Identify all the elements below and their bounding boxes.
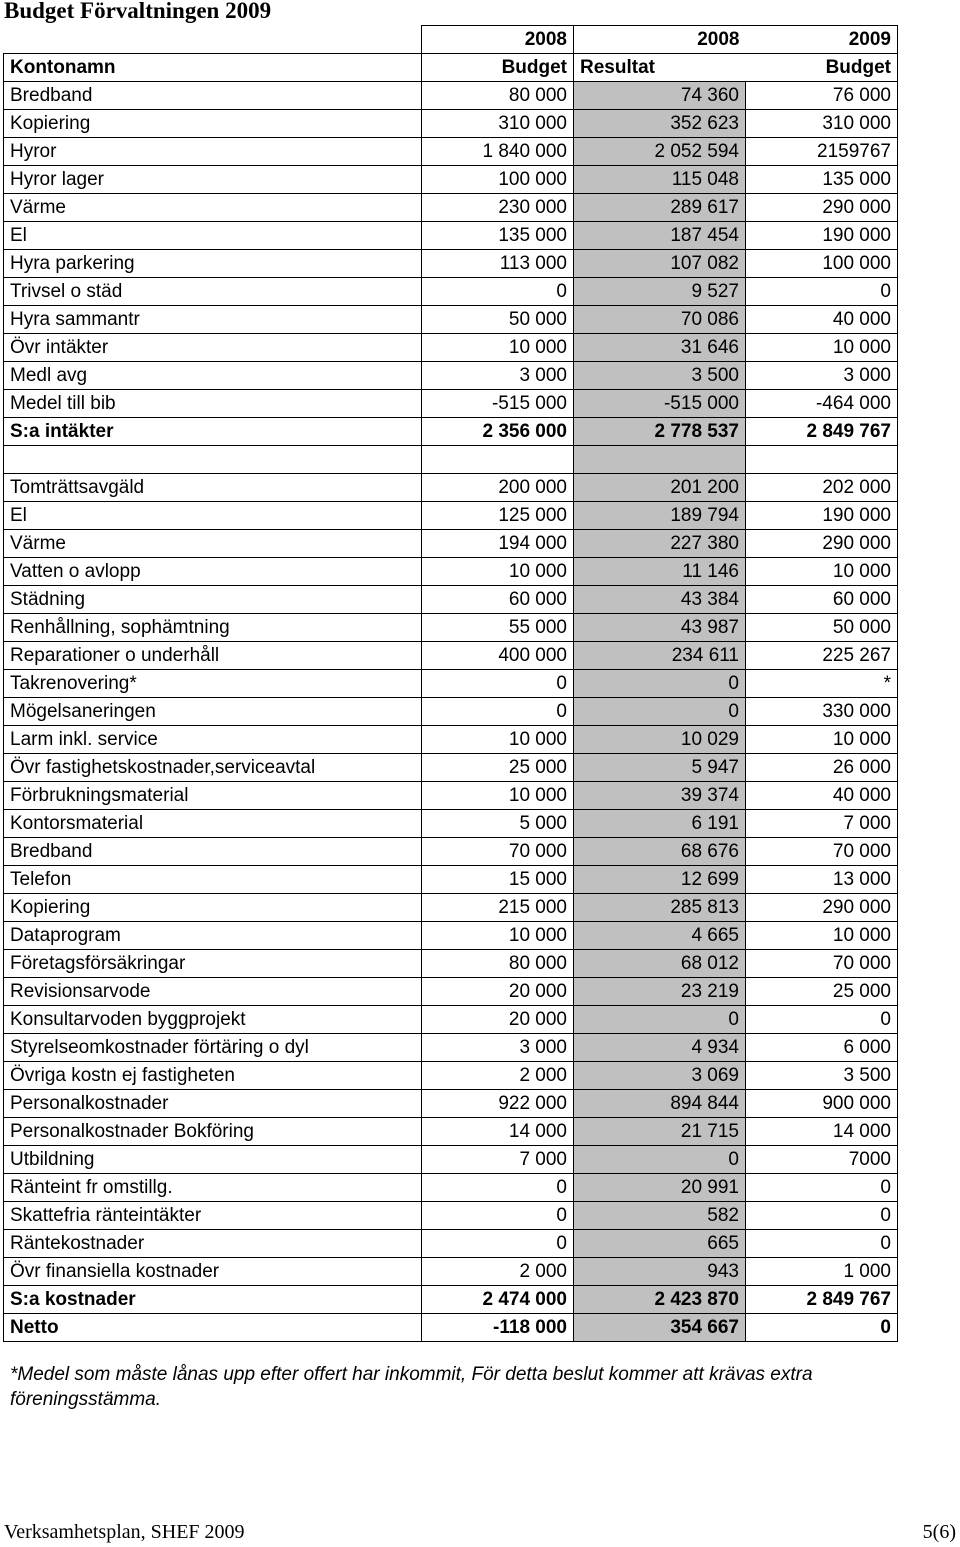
result-2008-cell: 4 665	[574, 922, 746, 950]
result-2008-cell: 289 617	[574, 194, 746, 222]
budget-2008-cell: 200 000	[422, 474, 574, 502]
budget-2008-cell: 1 840 000	[422, 138, 574, 166]
budget-2008-cell: -515 000	[422, 390, 574, 418]
table-row	[4, 1118, 898, 1146]
account-name-cell: Medel till bib	[4, 390, 422, 418]
budget-table	[3, 25, 898, 1342]
result-2008-cell: 11 146	[574, 558, 746, 586]
account-name-cell: Räntekostnader	[4, 1230, 422, 1258]
result-2008-cell: 5 947	[574, 754, 746, 782]
budget-2008-cell: 60 000	[422, 586, 574, 614]
table-row	[4, 110, 898, 138]
budget-2008-cell: 125 000	[422, 502, 574, 530]
budget-2009-cell: 135 000	[746, 166, 898, 194]
table-row	[4, 698, 898, 726]
account-name-cell: Övr intäkter	[4, 334, 422, 362]
result-2008-cell: 3 500	[574, 362, 746, 390]
account-name-cell: Hyror lager	[4, 166, 422, 194]
account-name-cell: Hyra sammantr	[4, 306, 422, 334]
table-row	[4, 782, 898, 810]
footer-page-number: 5(6)	[922, 1521, 956, 1543]
table-row	[4, 670, 898, 698]
table-row	[4, 810, 898, 838]
table-row	[4, 1062, 898, 1090]
table-row	[4, 978, 898, 1006]
table-row	[4, 306, 898, 334]
table-row	[4, 1258, 898, 1286]
account-name-cell: Hyra parkering	[4, 250, 422, 278]
budget-2009-cell: 70 000	[746, 838, 898, 866]
account-name-cell: Dataprogram	[4, 922, 422, 950]
result-2008-cell: 0	[574, 670, 746, 698]
result-2008-cell: 0	[574, 1006, 746, 1034]
table-row	[4, 586, 898, 614]
budget-2009-cell: 6 000	[746, 1034, 898, 1062]
result-2008-cell: 227 380	[574, 530, 746, 558]
result-2008-cell: 234 611	[574, 642, 746, 670]
budget-2009-cell: 310 000	[746, 110, 898, 138]
budget-2009-cell: 290 000	[746, 194, 898, 222]
result-2008-cell: 43 384	[574, 586, 746, 614]
budget-2009-cell: 70 000	[746, 950, 898, 978]
table-row	[4, 222, 898, 250]
budget-2008-cell: 80 000	[422, 950, 574, 978]
budget-2008-cell: 0	[422, 278, 574, 306]
column-header-row	[4, 54, 898, 82]
budget-2008-cell: 25 000	[422, 754, 574, 782]
result-2008-cell: 2 423 870	[574, 1286, 746, 1314]
budget-2009-cell: 0	[746, 1230, 898, 1258]
budget-2008-cell: 3 000	[422, 1034, 574, 1062]
table-row	[4, 1174, 898, 1202]
budget-2008-cell: 2 474 000	[422, 1286, 574, 1314]
budget-2008-cell: 70 000	[422, 838, 574, 866]
budget-2008-cell: 400 000	[422, 642, 574, 670]
budget-2009-cell: 0	[746, 1202, 898, 1230]
account-name-cell: S:a intäkter	[4, 418, 422, 446]
account-name-header: Kontonamn	[4, 54, 422, 82]
budget-2009-cell: 7 000	[746, 810, 898, 838]
budget-2008-cell: 310 000	[422, 110, 574, 138]
result-2008-cell	[574, 446, 746, 474]
result-2008-cell: 187 454	[574, 222, 746, 250]
account-name-cell: Kopiering	[4, 894, 422, 922]
result-2008-cell: 894 844	[574, 1090, 746, 1118]
account-name-cell: Larm inkl. service	[4, 726, 422, 754]
result-2008-cell: 0	[574, 698, 746, 726]
budget-2008-cell: 50 000	[422, 306, 574, 334]
table-row	[4, 194, 898, 222]
budget-2008-cell: 10 000	[422, 782, 574, 810]
account-name-cell: Konsultarvoden byggprojekt	[4, 1006, 422, 1034]
budget-2008-cell: 194 000	[422, 530, 574, 558]
result-2008-cell: 68 676	[574, 838, 746, 866]
account-name-cell: Utbildning	[4, 1146, 422, 1174]
budget-2009-cell: 14 000	[746, 1118, 898, 1146]
account-name-cell	[4, 446, 422, 474]
account-name-cell: Städning	[4, 586, 422, 614]
account-name-cell: Övr fastighetskostnader,serviceavtal	[4, 754, 422, 782]
budget-2009-cell: 13 000	[746, 866, 898, 894]
budget-2008-cell: 15 000	[422, 866, 574, 894]
result-2008-cell: 43 987	[574, 614, 746, 642]
account-name-cell: Vatten o avlopp	[4, 558, 422, 586]
account-name-cell: Telefon	[4, 866, 422, 894]
result-2008-cell: 0	[574, 1146, 746, 1174]
budget-2008-cell: 20 000	[422, 978, 574, 1006]
year-header-1: 2008	[422, 26, 574, 54]
column-header-budget-2009: Budget	[746, 54, 898, 82]
account-name-cell: Företagsförsäkringar	[4, 950, 422, 978]
budget-2008-cell: 3 000	[422, 362, 574, 390]
account-name-cell: Ränteint fr omstillg.	[4, 1174, 422, 1202]
footer-document-title: Verksamhetsplan, SHEF 2009	[4, 1521, 245, 1543]
account-name-cell: Övr finansiella kostnader	[4, 1258, 422, 1286]
year-header-blank	[4, 26, 422, 54]
budget-2009-cell: -464 000	[746, 390, 898, 418]
result-2008-cell: 2 052 594	[574, 138, 746, 166]
page-title: Budget Förvaltningen 2009	[4, 0, 272, 23]
result-2008-cell: 354 667	[574, 1314, 746, 1342]
budget-2009-cell: 0	[746, 1006, 898, 1034]
account-name-cell: Reparationer o underhåll	[4, 642, 422, 670]
result-2008-cell: 20 991	[574, 1174, 746, 1202]
budget-2008-cell: 230 000	[422, 194, 574, 222]
budget-2009-cell: 190 000	[746, 502, 898, 530]
budget-2008-cell: 2 000	[422, 1258, 574, 1286]
table-row	[4, 502, 898, 530]
budget-2008-cell: 7 000	[422, 1146, 574, 1174]
table-row	[4, 1006, 898, 1034]
table-row	[4, 530, 898, 558]
account-name-cell: Kontorsmaterial	[4, 810, 422, 838]
budget-2009-cell: 10 000	[746, 922, 898, 950]
table-row	[4, 166, 898, 194]
table-row	[4, 278, 898, 306]
budget-2009-cell: 0	[746, 1314, 898, 1342]
account-name-cell: Skattefria ränteintäkter	[4, 1202, 422, 1230]
result-2008-cell: 10 029	[574, 726, 746, 754]
table-row	[4, 838, 898, 866]
budget-2008-cell: 0	[422, 1230, 574, 1258]
result-2008-cell: -515 000	[574, 390, 746, 418]
account-name-cell: Styrelseomkostnader förtäring o dyl	[4, 1034, 422, 1062]
result-2008-cell: 201 200	[574, 474, 746, 502]
result-2008-cell: 70 086	[574, 306, 746, 334]
budget-2009-cell: 7000	[746, 1146, 898, 1174]
account-name-cell: S:a kostnader	[4, 1286, 422, 1314]
account-name-cell: Netto	[4, 1314, 422, 1342]
budget-2008-cell: 2 000	[422, 1062, 574, 1090]
account-name-cell: Hyror	[4, 138, 422, 166]
table-row	[4, 1202, 898, 1230]
footnote: *Medel som måste lånas upp efter offert har inkommit, För detta beslut kommer att krävas extra föreningsstämma.	[10, 1364, 813, 1410]
table-row	[4, 1146, 898, 1174]
budget-2009-cell: 2159767	[746, 138, 898, 166]
result-2008-cell: 3 069	[574, 1062, 746, 1090]
budget-2009-cell: 10 000	[746, 726, 898, 754]
budget-2009-cell: 225 267	[746, 642, 898, 670]
table-row	[4, 558, 898, 586]
result-2008-cell: 189 794	[574, 502, 746, 530]
budget-2008-cell: 20 000	[422, 1006, 574, 1034]
budget-2009-cell: 2 849 767	[746, 418, 898, 446]
table-row	[4, 138, 898, 166]
budget-2008-cell: 10 000	[422, 558, 574, 586]
table-row	[4, 1034, 898, 1062]
budget-2008-cell: 10 000	[422, 334, 574, 362]
budget-2009-cell: 3 500	[746, 1062, 898, 1090]
account-name-cell: Bredband	[4, 838, 422, 866]
result-2008-cell: 6 191	[574, 810, 746, 838]
account-name-cell: Förbrukningsmaterial	[4, 782, 422, 810]
result-2008-cell: 12 699	[574, 866, 746, 894]
table-row	[4, 474, 898, 502]
budget-2009-cell: 76 000	[746, 82, 898, 110]
account-name-cell: Personalkostnader	[4, 1090, 422, 1118]
result-2008-cell: 665	[574, 1230, 746, 1258]
budget-2008-cell: 0	[422, 1174, 574, 1202]
table-row	[4, 866, 898, 894]
budget-2009-cell: 25 000	[746, 978, 898, 1006]
budget-2008-cell: 0	[422, 670, 574, 698]
budget-2009-cell: 290 000	[746, 894, 898, 922]
budget-2009-cell: 60 000	[746, 586, 898, 614]
budget-2009-cell: 290 000	[746, 530, 898, 558]
table-row	[4, 334, 898, 362]
budget-2008-cell: 14 000	[422, 1118, 574, 1146]
budget-2009-cell: 100 000	[746, 250, 898, 278]
result-2008-cell: 352 623	[574, 110, 746, 138]
column-header-result-2008: Resultat	[574, 54, 746, 82]
account-name-cell: Tomträttsavgäld	[4, 474, 422, 502]
budget-2008-cell: 0	[422, 698, 574, 726]
budget-2008-cell: -118 000	[422, 1314, 574, 1342]
table-row	[4, 362, 898, 390]
account-name-cell: Värme	[4, 530, 422, 558]
account-name-cell: El	[4, 222, 422, 250]
table-row	[4, 1314, 898, 1342]
result-2008-cell: 115 048	[574, 166, 746, 194]
budget-2009-cell: 10 000	[746, 334, 898, 362]
budget-2009-cell: 40 000	[746, 306, 898, 334]
year-header-row	[4, 26, 898, 54]
result-2008-cell: 107 082	[574, 250, 746, 278]
budget-2009-cell: 10 000	[746, 558, 898, 586]
budget-2009-cell: *	[746, 670, 898, 698]
result-2008-cell: 74 360	[574, 82, 746, 110]
account-name-cell: Takrenovering*	[4, 670, 422, 698]
budget-2008-cell: 0	[422, 1202, 574, 1230]
result-2008-cell: 582	[574, 1202, 746, 1230]
table-row	[4, 250, 898, 278]
budget-2009-cell: 2 849 767	[746, 1286, 898, 1314]
table-row	[4, 726, 898, 754]
table-row	[4, 82, 898, 110]
budget-2009-cell: 202 000	[746, 474, 898, 502]
budget-2008-cell: 80 000	[422, 82, 574, 110]
column-header-budget-2008: Budget	[422, 54, 574, 82]
result-2008-cell: 4 934	[574, 1034, 746, 1062]
table-row	[4, 754, 898, 782]
table-row	[4, 922, 898, 950]
result-2008-cell: 68 012	[574, 950, 746, 978]
budget-2009-cell: 190 000	[746, 222, 898, 250]
result-2008-cell: 39 374	[574, 782, 746, 810]
result-2008-cell: 2 778 537	[574, 418, 746, 446]
result-2008-cell: 31 646	[574, 334, 746, 362]
budget-2009-cell: 0	[746, 278, 898, 306]
budget-2009-cell: 3 000	[746, 362, 898, 390]
budget-2008-cell: 5 000	[422, 810, 574, 838]
account-name-cell: Övriga kostn ej fastigheten	[4, 1062, 422, 1090]
result-2008-cell: 23 219	[574, 978, 746, 1006]
account-name-cell: Renhållning, sophämtning	[4, 614, 422, 642]
account-name-cell: Mögelsaneringen	[4, 698, 422, 726]
budget-2008-cell: 10 000	[422, 922, 574, 950]
table-row	[4, 1230, 898, 1258]
account-name-cell: Kopiering	[4, 110, 422, 138]
budget-2008-cell: 922 000	[422, 1090, 574, 1118]
budget-table-body	[4, 26, 898, 1342]
budget-2008-cell: 2 356 000	[422, 418, 574, 446]
budget-2008-cell: 215 000	[422, 894, 574, 922]
year-header-3: 2009	[746, 26, 898, 54]
table-row	[4, 614, 898, 642]
budget-2008-cell: 100 000	[422, 166, 574, 194]
account-name-cell: Revisionsarvode	[4, 978, 422, 1006]
budget-2009-cell: 330 000	[746, 698, 898, 726]
account-name-cell: El	[4, 502, 422, 530]
table-row	[4, 418, 898, 446]
table-row	[4, 390, 898, 418]
table-row	[4, 894, 898, 922]
account-name-cell: Medl avg	[4, 362, 422, 390]
budget-2009-cell: 50 000	[746, 614, 898, 642]
account-name-cell: Trivsel o städ	[4, 278, 422, 306]
budget-2008-cell: 55 000	[422, 614, 574, 642]
table-row	[4, 1286, 898, 1314]
result-2008-cell: 943	[574, 1258, 746, 1286]
result-2008-cell: 21 715	[574, 1118, 746, 1146]
account-name-cell: Personalkostnader Bokföring	[4, 1118, 422, 1146]
budget-2009-cell: 0	[746, 1174, 898, 1202]
account-name-cell: Värme	[4, 194, 422, 222]
budget-2008-cell: 135 000	[422, 222, 574, 250]
budget-2008-cell: 10 000	[422, 726, 574, 754]
table-row	[4, 642, 898, 670]
table-row	[4, 1090, 898, 1118]
budget-2009-cell: 26 000	[746, 754, 898, 782]
account-name-cell: Bredband	[4, 82, 422, 110]
spacer-row	[4, 446, 898, 474]
result-2008-cell: 285 813	[574, 894, 746, 922]
budget-2009-cell	[746, 446, 898, 474]
budget-2009-cell: 1 000	[746, 1258, 898, 1286]
year-header-2: 2008	[574, 26, 746, 54]
budget-2008-cell	[422, 446, 574, 474]
result-2008-cell: 9 527	[574, 278, 746, 306]
table-row	[4, 950, 898, 978]
budget-2009-cell: 900 000	[746, 1090, 898, 1118]
budget-2008-cell: 113 000	[422, 250, 574, 278]
budget-2009-cell: 40 000	[746, 782, 898, 810]
